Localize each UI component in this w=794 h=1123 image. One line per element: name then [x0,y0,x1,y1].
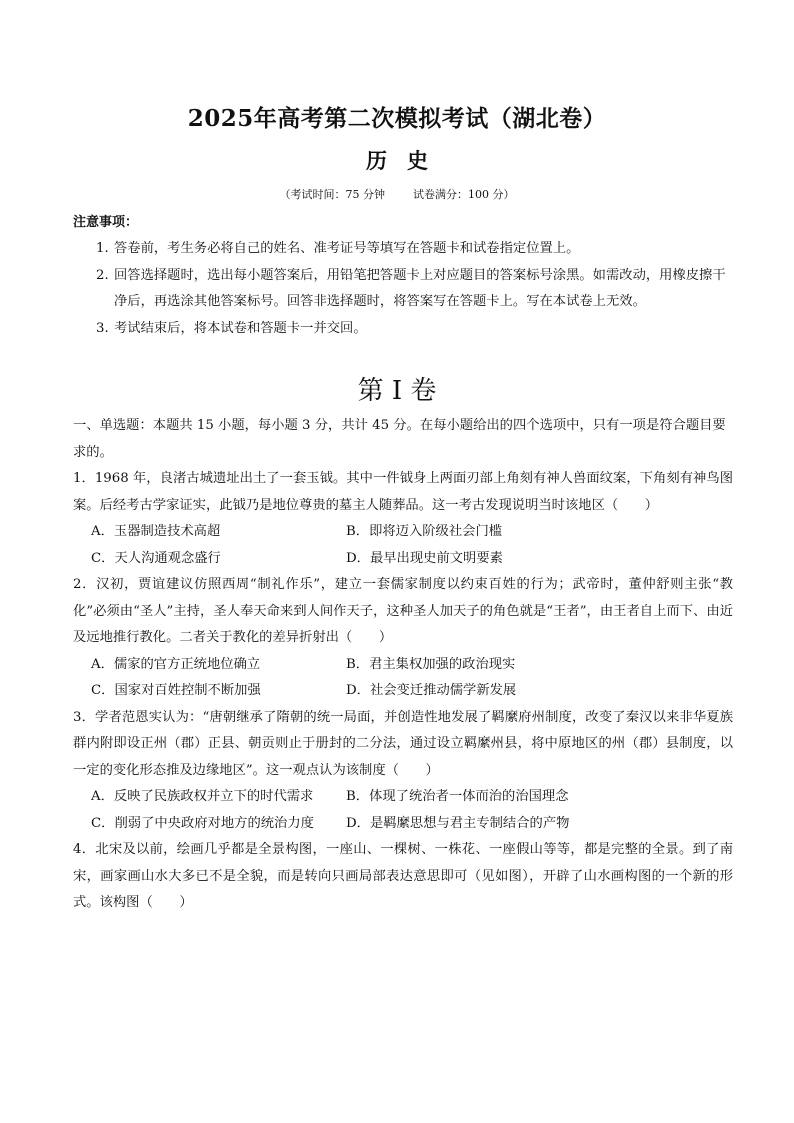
option-d: D．最早出现史前文明要素 [346,550,503,566]
question-options [73,784,733,837]
notice-text: 回答选择题时，选出每小题答案后，用铅笔把答题卡上对应题目的答案标号涂黑。如需改动，用橡皮擦干净后，再选涂其他答案标号。回答非选择题时，将答案写在答题卡上。写在本试卷上无效。 [114,267,726,309]
option-b: B．即将迈入阶级社会门槛 [346,524,503,539]
notice-text: 考试结束后，将本试卷和答题卡一并交回。 [114,320,367,336]
notice-text: 答卷前，考生务必将自己的姓名、准考证号等填写在答题卡和试卷指定位置上。 [114,241,580,256]
notice-number: 2. [96,267,109,283]
question-4 [73,837,733,917]
option-d: D．社会变迁推动儒学新发展 [346,683,517,698]
notice-item [96,263,732,316]
question-options [73,519,733,572]
exam-time: （考试时间：75 分钟 [279,188,385,201]
part-title: 第 I 卷 [357,376,437,406]
notice-number: 3. [96,320,109,336]
option-c: C．国家对百姓控制不断加强 [91,683,261,698]
option-b: B．体现了统治者一体而治的治国理念 [346,789,569,804]
question-stem: 4．北宋及以前，绘画几乎都是全景构图，一座山、一棵树、一株花、一座假山等等，都是完整的全景。到了南宋，画家画山水大多已不是全貌，而是转向只画局部表达意思即可（见如图），开辟了山水画构图的一个新的形式。该构图（ ） [73,842,733,910]
option-c: C．削弱了中央政府对地方的统治力度 [91,815,314,831]
question-1 [73,466,733,572]
option-a: A．玉器制造技术高超 [91,524,221,539]
question-list [73,466,733,917]
option-b: B．君主集权加强的政治现实 [346,656,516,672]
exam-title: 2025年高考第二次模拟考试（湖北卷） [187,105,607,132]
notice-item [96,316,732,343]
option-d: D．是羁縻思想与君主专制结合的产物 [346,815,570,831]
full-score: 试卷满分：100 分） [413,188,515,201]
question-stem: 2．汉初，贾谊建议仿照西周“制礼作乐”，建立一套儒家制度以约束百姓的行为；武帝时，董仲舒则主张“教化”必须由“圣人”主持，圣人奉天命来到人间作天子，这种圣人加天子的角色就是“王者”，由王者自上而下、由近及远地推行教化。二者关于教化的差异折射出（ ） [73,577,733,645]
section-intro: 一、单选题：本题共 15 小题，每小题 3 分，共计 45 分。在每小题给出的四个选项中，只有一项是符合题目要求的。 [73,418,726,460]
question-3 [73,705,733,838]
exam-info [0,186,794,202]
notice-list [96,236,732,342]
option-a: A．儒家的官方正统地位确立 [91,656,261,672]
question-stem: 3．学者范恩实认为：“唐朝继承了隋朝的统一局面，并创造性地发展了羁縻府州制度，改变了秦汉以来非华夏族群内附即设正州（郡）正县、朝贡则止于册封的二分法，通过设立羁縻州县，将中原地区的州（郡）县制度，以一定的变化形态推及边缘地区”。这一观点认为该制度（ ） [73,709,733,778]
notice-item [96,236,732,263]
subject-title: 历史 [366,148,448,173]
notice-heading: 注意事项： [73,215,139,230]
option-c: C．天人沟通观念盛行 [91,550,221,566]
notice-number: 1. [96,241,109,256]
question-2 [73,572,733,705]
option-a: A．反映了民族政权并立下的时代需求 [91,789,314,804]
question-options [73,652,733,705]
question-stem: 1．1968 年，良渚古城遗址出土了一套玉钺。其中一件钺身上两面刃部上角刻有神人兽面纹案，下角刻有神鸟图案。后经考古学家证实，此钺乃是地位尊贵的墓主人随葬品。这一考古发现说明当时该地区（ ） [73,471,733,513]
